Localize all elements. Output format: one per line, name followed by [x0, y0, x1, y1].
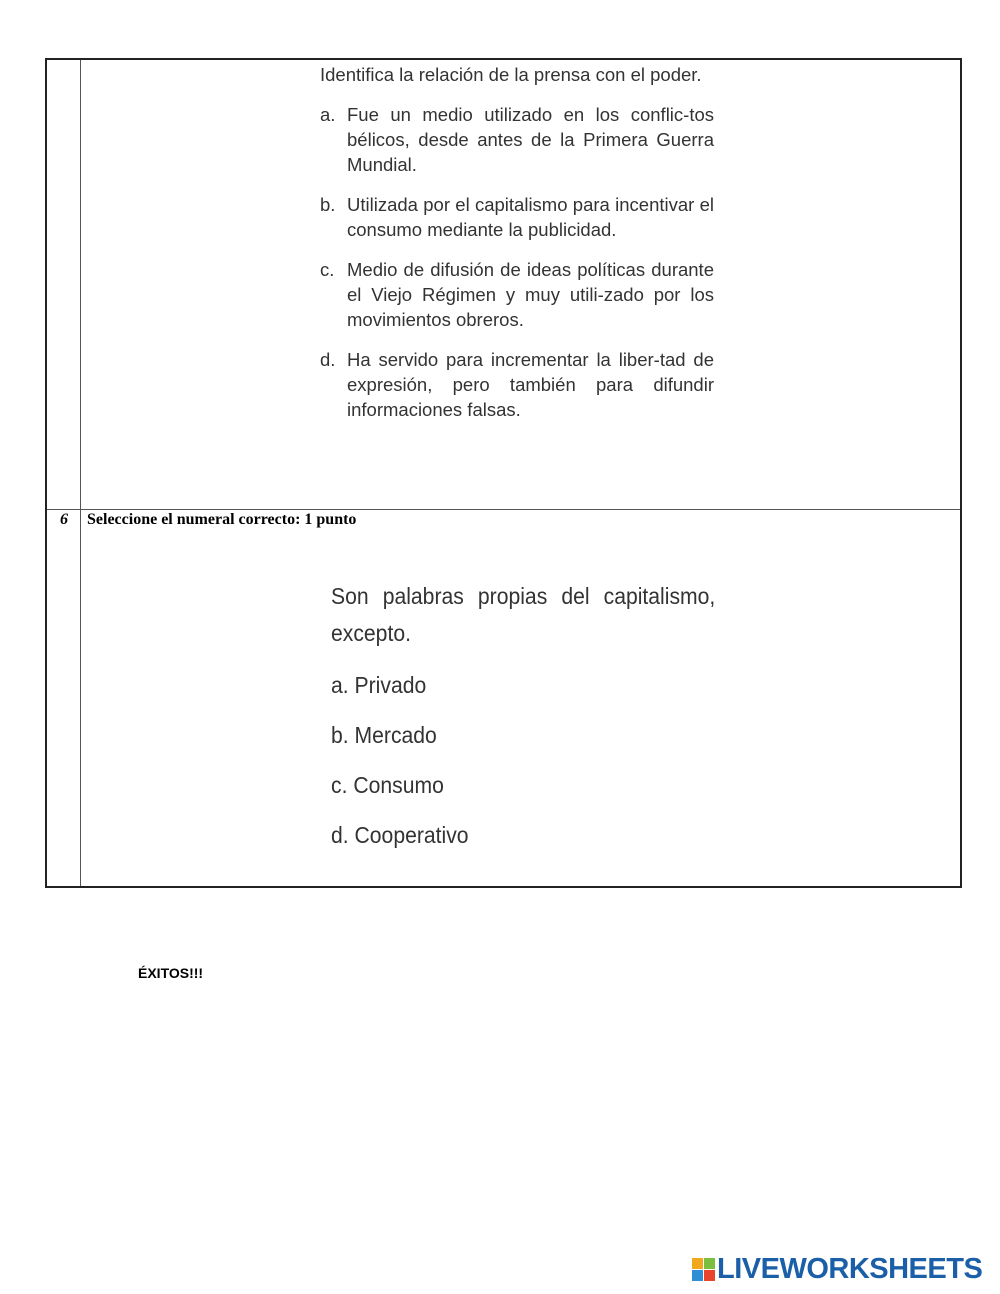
logo-icon — [692, 1258, 715, 1281]
answer-option — [320, 347, 714, 422]
question-stem: Son palabras propias del capitalismo, excepto. — [331, 583, 716, 646]
option-letter: a. — [320, 104, 336, 125]
question-5-image — [320, 62, 714, 437]
option-letter: b. — [320, 194, 336, 215]
option-text: Fue un medio utilizado en los conflic-tos bélicos, desde antes de la Primera Guerra Mundial. — [347, 104, 714, 175]
option-text: Medio de difusión de ideas políticas durante el Viejo Régimen y muy utili-zado por los movimientos obreros. — [347, 259, 714, 330]
question-instruction: Seleccione el numeral correcto: 1 punto — [87, 511, 357, 528]
liveworksheets-logo[interactable] — [692, 1253, 982, 1285]
option-letter: d. — [320, 349, 336, 370]
option-text: Ha servido para incrementar la liber-tad de expresión, pero también para difundir informaciones falsas. — [347, 349, 714, 420]
question-number: 6 — [60, 511, 68, 528]
option-text: Utilizada por el capitalismo para incentivar el consumo mediante la publicidad. — [347, 194, 714, 240]
logo-block — [692, 1258, 703, 1269]
logo-block — [704, 1270, 715, 1281]
answer-option: b. Mercado — [331, 722, 437, 748]
closing-message: ÉXITOS!!! — [138, 965, 204, 981]
question-stem: Identifica la relación de la prensa con el poder. — [320, 64, 702, 85]
answer-option: c. Consumo — [331, 772, 444, 798]
column-divider — [80, 60, 81, 886]
logo-block — [692, 1270, 703, 1281]
answer-option: a. Privado — [331, 672, 427, 698]
question-6-image — [331, 578, 716, 860]
answer-option: d. Cooperativo — [331, 822, 469, 848]
answer-option — [320, 192, 714, 242]
logo-block — [704, 1258, 715, 1269]
logo-text: LIVEWORKSHEETS — [717, 1252, 983, 1285]
answer-option — [320, 102, 714, 177]
option-letter: c. — [320, 259, 335, 280]
answer-option — [320, 257, 714, 332]
row-divider — [47, 509, 960, 510]
